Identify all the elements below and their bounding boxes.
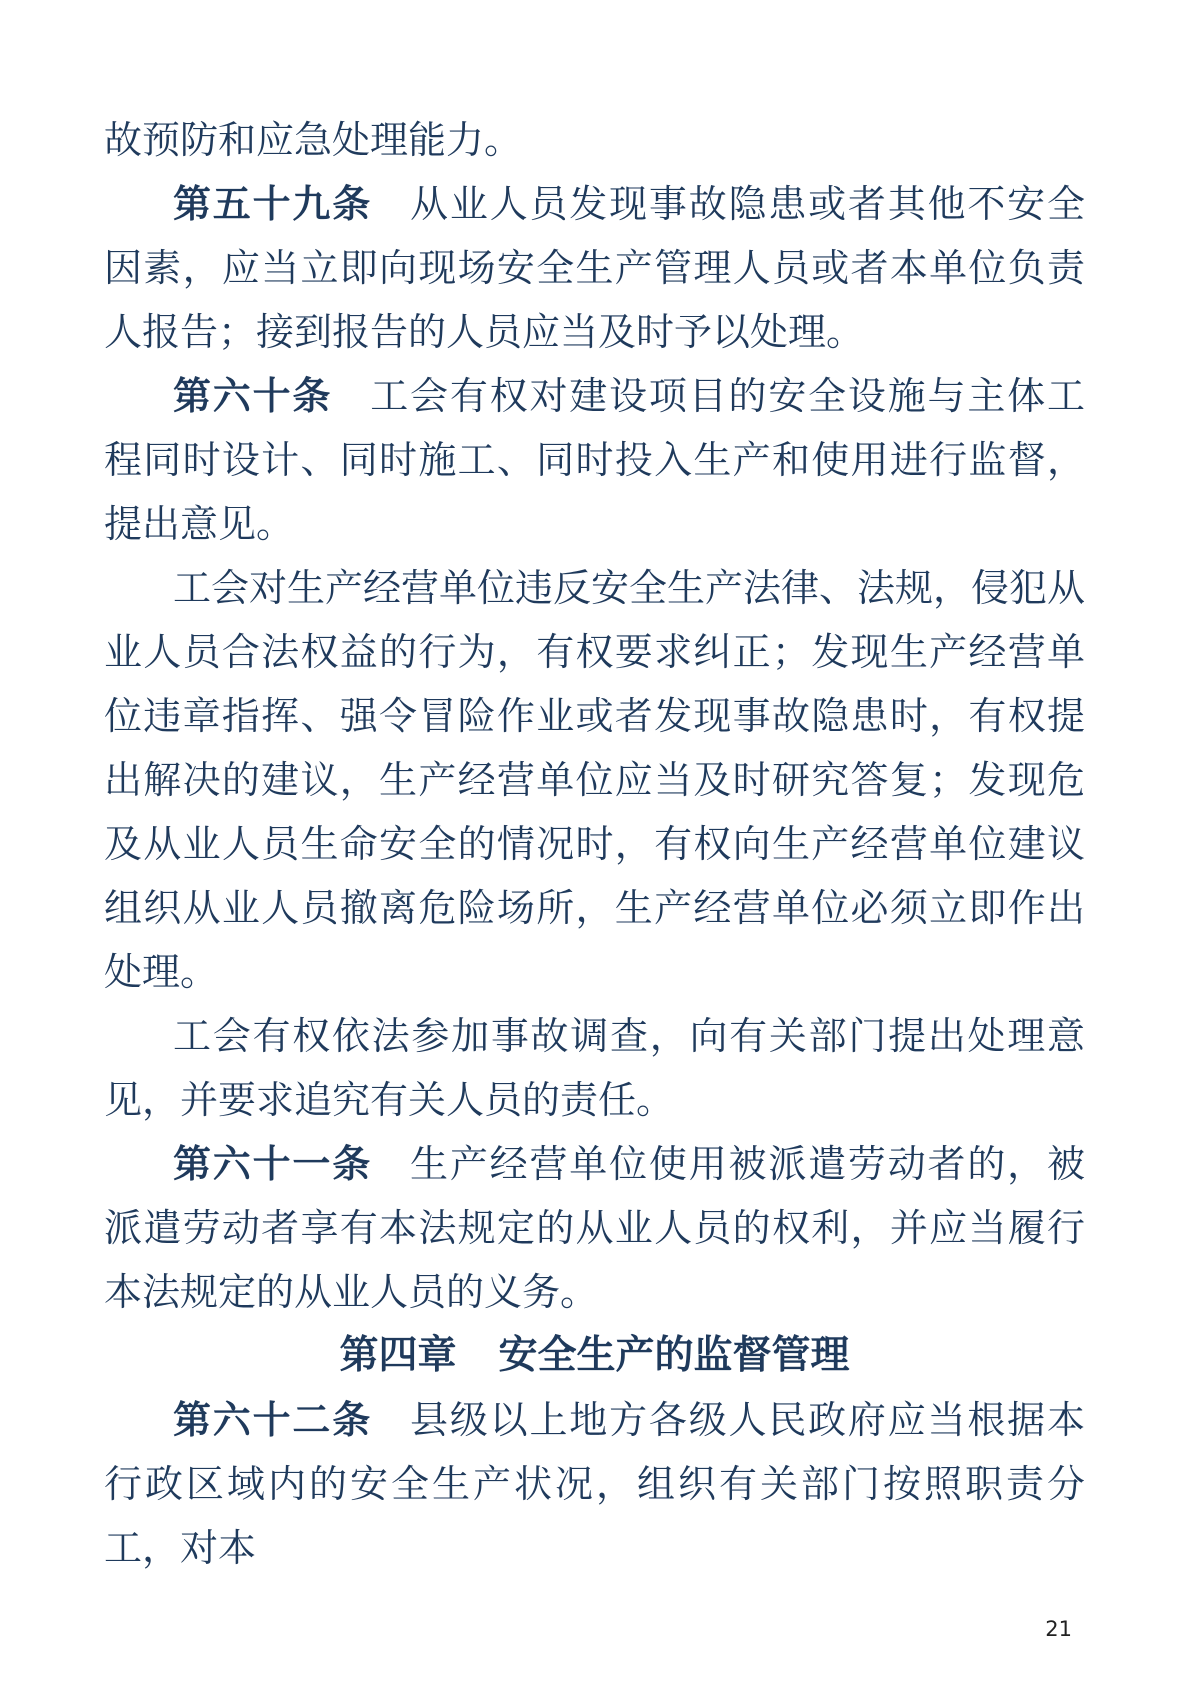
article-60-paragraph-2: [104, 556, 1085, 1004]
article-62-paragraph: [104, 1388, 1085, 1580]
paragraph-text: 工会对生产经营单位违反安全生产法律、法规，侵犯从业人员合法权益的行为，有权要求纠正；发现生产经营单位违章指挥、强令冒险作业或者发现事故隐患时，有权提出解决的建议，生产经营单位应当及时研究答复；发现危及从业人员生命安全的情况时，有权向生产经营单位建议组织从业人员撤离危险场所，生产经营单位必须立即作出处理。: [104, 566, 1086, 994]
paragraph-text: 生产经营单位使用被派遣劳动者的，被派遣劳动者享有本法规定的从业人员的权利，并应当履行本法规定的从业人员的义务。: [104, 1142, 1085, 1314]
chapter-number: 第四章: [339, 1333, 457, 1378]
page-number: 21: [1045, 1617, 1072, 1641]
chapter-heading: [104, 1324, 1085, 1388]
paragraph-text: 县级以上地方各级人民政府应当根据本行政区域内的安全生产状况，组织有关部门按照职责分工，对本: [104, 1398, 1085, 1570]
paragraph-continuation: [104, 108, 1085, 172]
article-60-paragraph: [104, 364, 1085, 556]
paragraph-text: 工会有权依法参加事故调查，向有关部门提出处理意见，并要求追究有关人员的责任。: [104, 1014, 1085, 1122]
article-61-paragraph: [104, 1132, 1085, 1324]
article-61-number: 第六十一条: [173, 1142, 373, 1186]
article-62-number: 第六十二条: [173, 1398, 373, 1442]
paragraph-text: 从业人员发现事故隐患或者其他不安全因素，应当立即向现场安全生产管理人员或者本单位负责人报告；接到报告的人员应当及时予以处理。: [104, 182, 1085, 354]
article-59-paragraph: [104, 172, 1085, 364]
document-body: [104, 108, 1085, 1580]
article-60-number: 第六十条: [173, 374, 333, 418]
paragraph-text: 故预防和应急处理能力。: [104, 118, 523, 162]
article-59-number: 第五十九条: [173, 182, 373, 226]
chapter-title: 安全生产的监督管理: [498, 1333, 850, 1378]
paragraph-text: 工会有权对建设项目的安全设施与主体工程同时设计、同时施工、同时投入生产和使用进行监督，提出意见。: [104, 374, 1085, 546]
article-60-paragraph-3: [104, 1004, 1085, 1132]
